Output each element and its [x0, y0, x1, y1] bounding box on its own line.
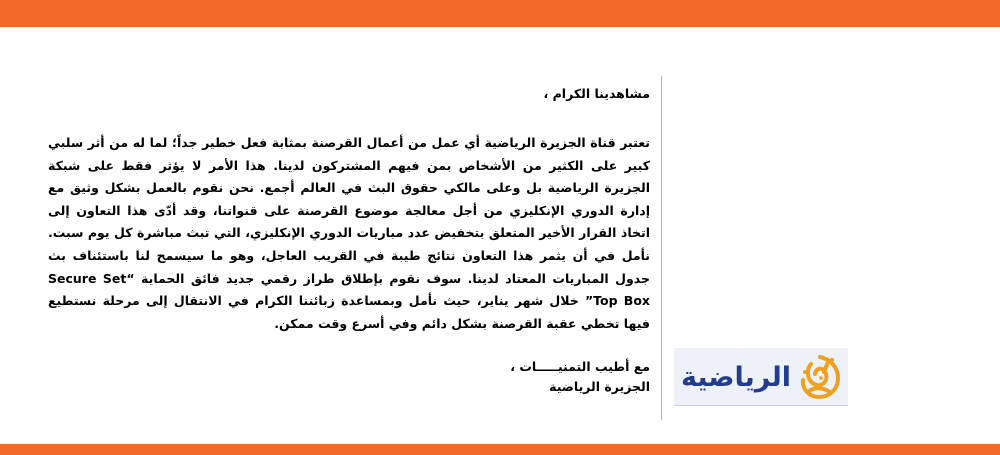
bottom-accent-bar: [0, 444, 1000, 455]
letter-signature: الجزيرة الرياضية: [549, 379, 650, 395]
vertical-divider: [661, 76, 662, 420]
logo-wordmark: الرياضية: [681, 362, 791, 393]
letter-closing: مع أطيب التمنيـــــات ،: [510, 359, 650, 375]
al-jazeera-emblem-icon: [796, 352, 844, 402]
letter-body: تعتبر قناة الجزيرة الرياضية أي عمل من أعمال القرصنة بمثابة فعل خطير جداً؛ لما له من أثر سلبي كبير على الكثير من الأشخاص بمن فيهم المشتركون لدينا. هذا الأمر لا يؤثر فقط على شبكة الجزيرة الرياضية بل وعلى مالكي حقوق البث في العالم أجمع. نحن نقوم بالعمل بشكل وثيق مع إدارة الدوري الإنكليزي من أجل معالجة موضوع القرصنة على قنواتنا، وقد أدّى هذا التعاون إلى اتخاذ القرار الأخير المتعلق بتخفيض عدد مباريات الدوري الإنكليزي، التي تبث مباشرة كل يوم سبت. نأمل في أن يثمر هذا التعاون نتائج طيبة في القريب العاجل، وهو ما سيسمح لنا باستئناف بث جدول المباريات المعتاد لدينا. سوف نقوم بإطلاق طراز رقمي جديد فائق الحماية “Secure Set Top Box” خلال شهر يناير، حيث نأمل وبمساعدة زبائننا الكرام في الانتقال إلى مرحلة نستطيع فيها تخطي عقبة القرصنة بشكل دائم وفي أسرع وقت ممكن.: [48, 135, 650, 331]
letter-greeting: مشاهدينا الكرام ،: [543, 86, 650, 101]
aljazeera-sports-logo: [674, 348, 848, 406]
top-accent-bar: [0, 0, 1000, 27]
letter: [48, 84, 650, 397]
